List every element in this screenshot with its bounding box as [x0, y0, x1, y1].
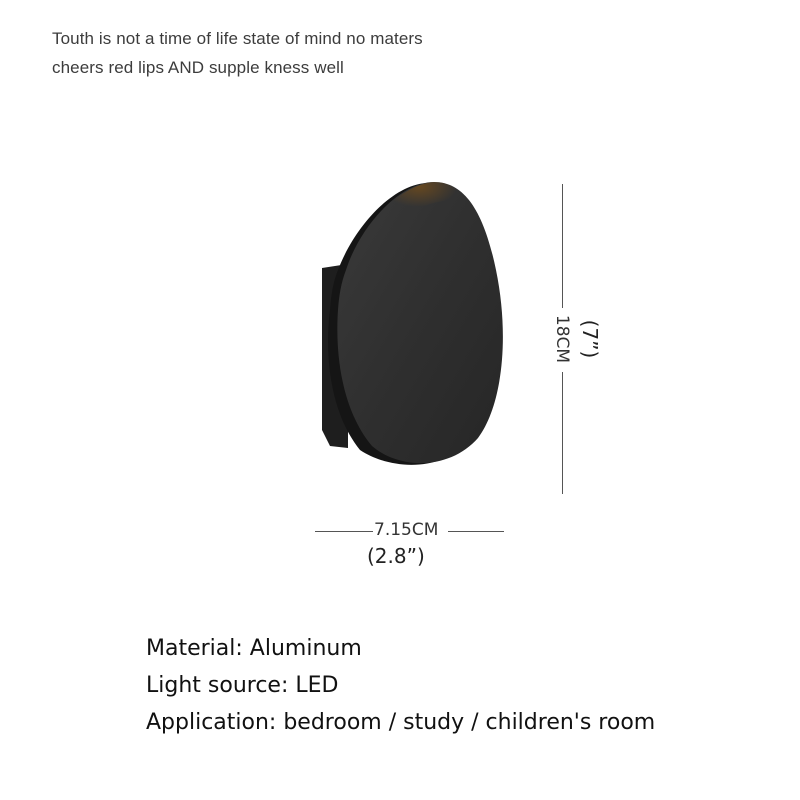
- tagline-line-2: cheers red lips AND supple kness well: [52, 58, 344, 77]
- spec-application-value: bedroom / study / children's room: [283, 710, 656, 735]
- spec-list: [146, 630, 655, 741]
- tagline-line-1: Touth is not a time of life state of mind no maters: [52, 29, 423, 48]
- spec-material-label: Material:: [146, 636, 243, 661]
- height-cm-label: 18CM: [552, 314, 572, 364]
- spec-material: [146, 630, 655, 667]
- lamp-face: [337, 182, 503, 463]
- width-dimension-line-right: [448, 531, 504, 532]
- width-inch-label: (2.8”): [367, 544, 425, 568]
- width-cm-label: 7.15CM: [374, 520, 439, 540]
- width-dimension-line-left: [315, 531, 373, 532]
- spec-application-label: Application:: [146, 710, 277, 735]
- spec-application: [146, 704, 655, 741]
- height-dimension-line-top: [562, 184, 563, 308]
- spec-light-source-label: Light source:: [146, 673, 289, 698]
- wall-lamp-image: [300, 170, 540, 500]
- tagline: [52, 24, 423, 82]
- spec-light-source-value: LED: [295, 673, 339, 698]
- height-dimension-line-bottom: [562, 372, 563, 494]
- spec-light-source: [146, 667, 655, 704]
- spec-material-value: Aluminum: [249, 636, 362, 661]
- height-inch-label: (7”): [578, 319, 602, 359]
